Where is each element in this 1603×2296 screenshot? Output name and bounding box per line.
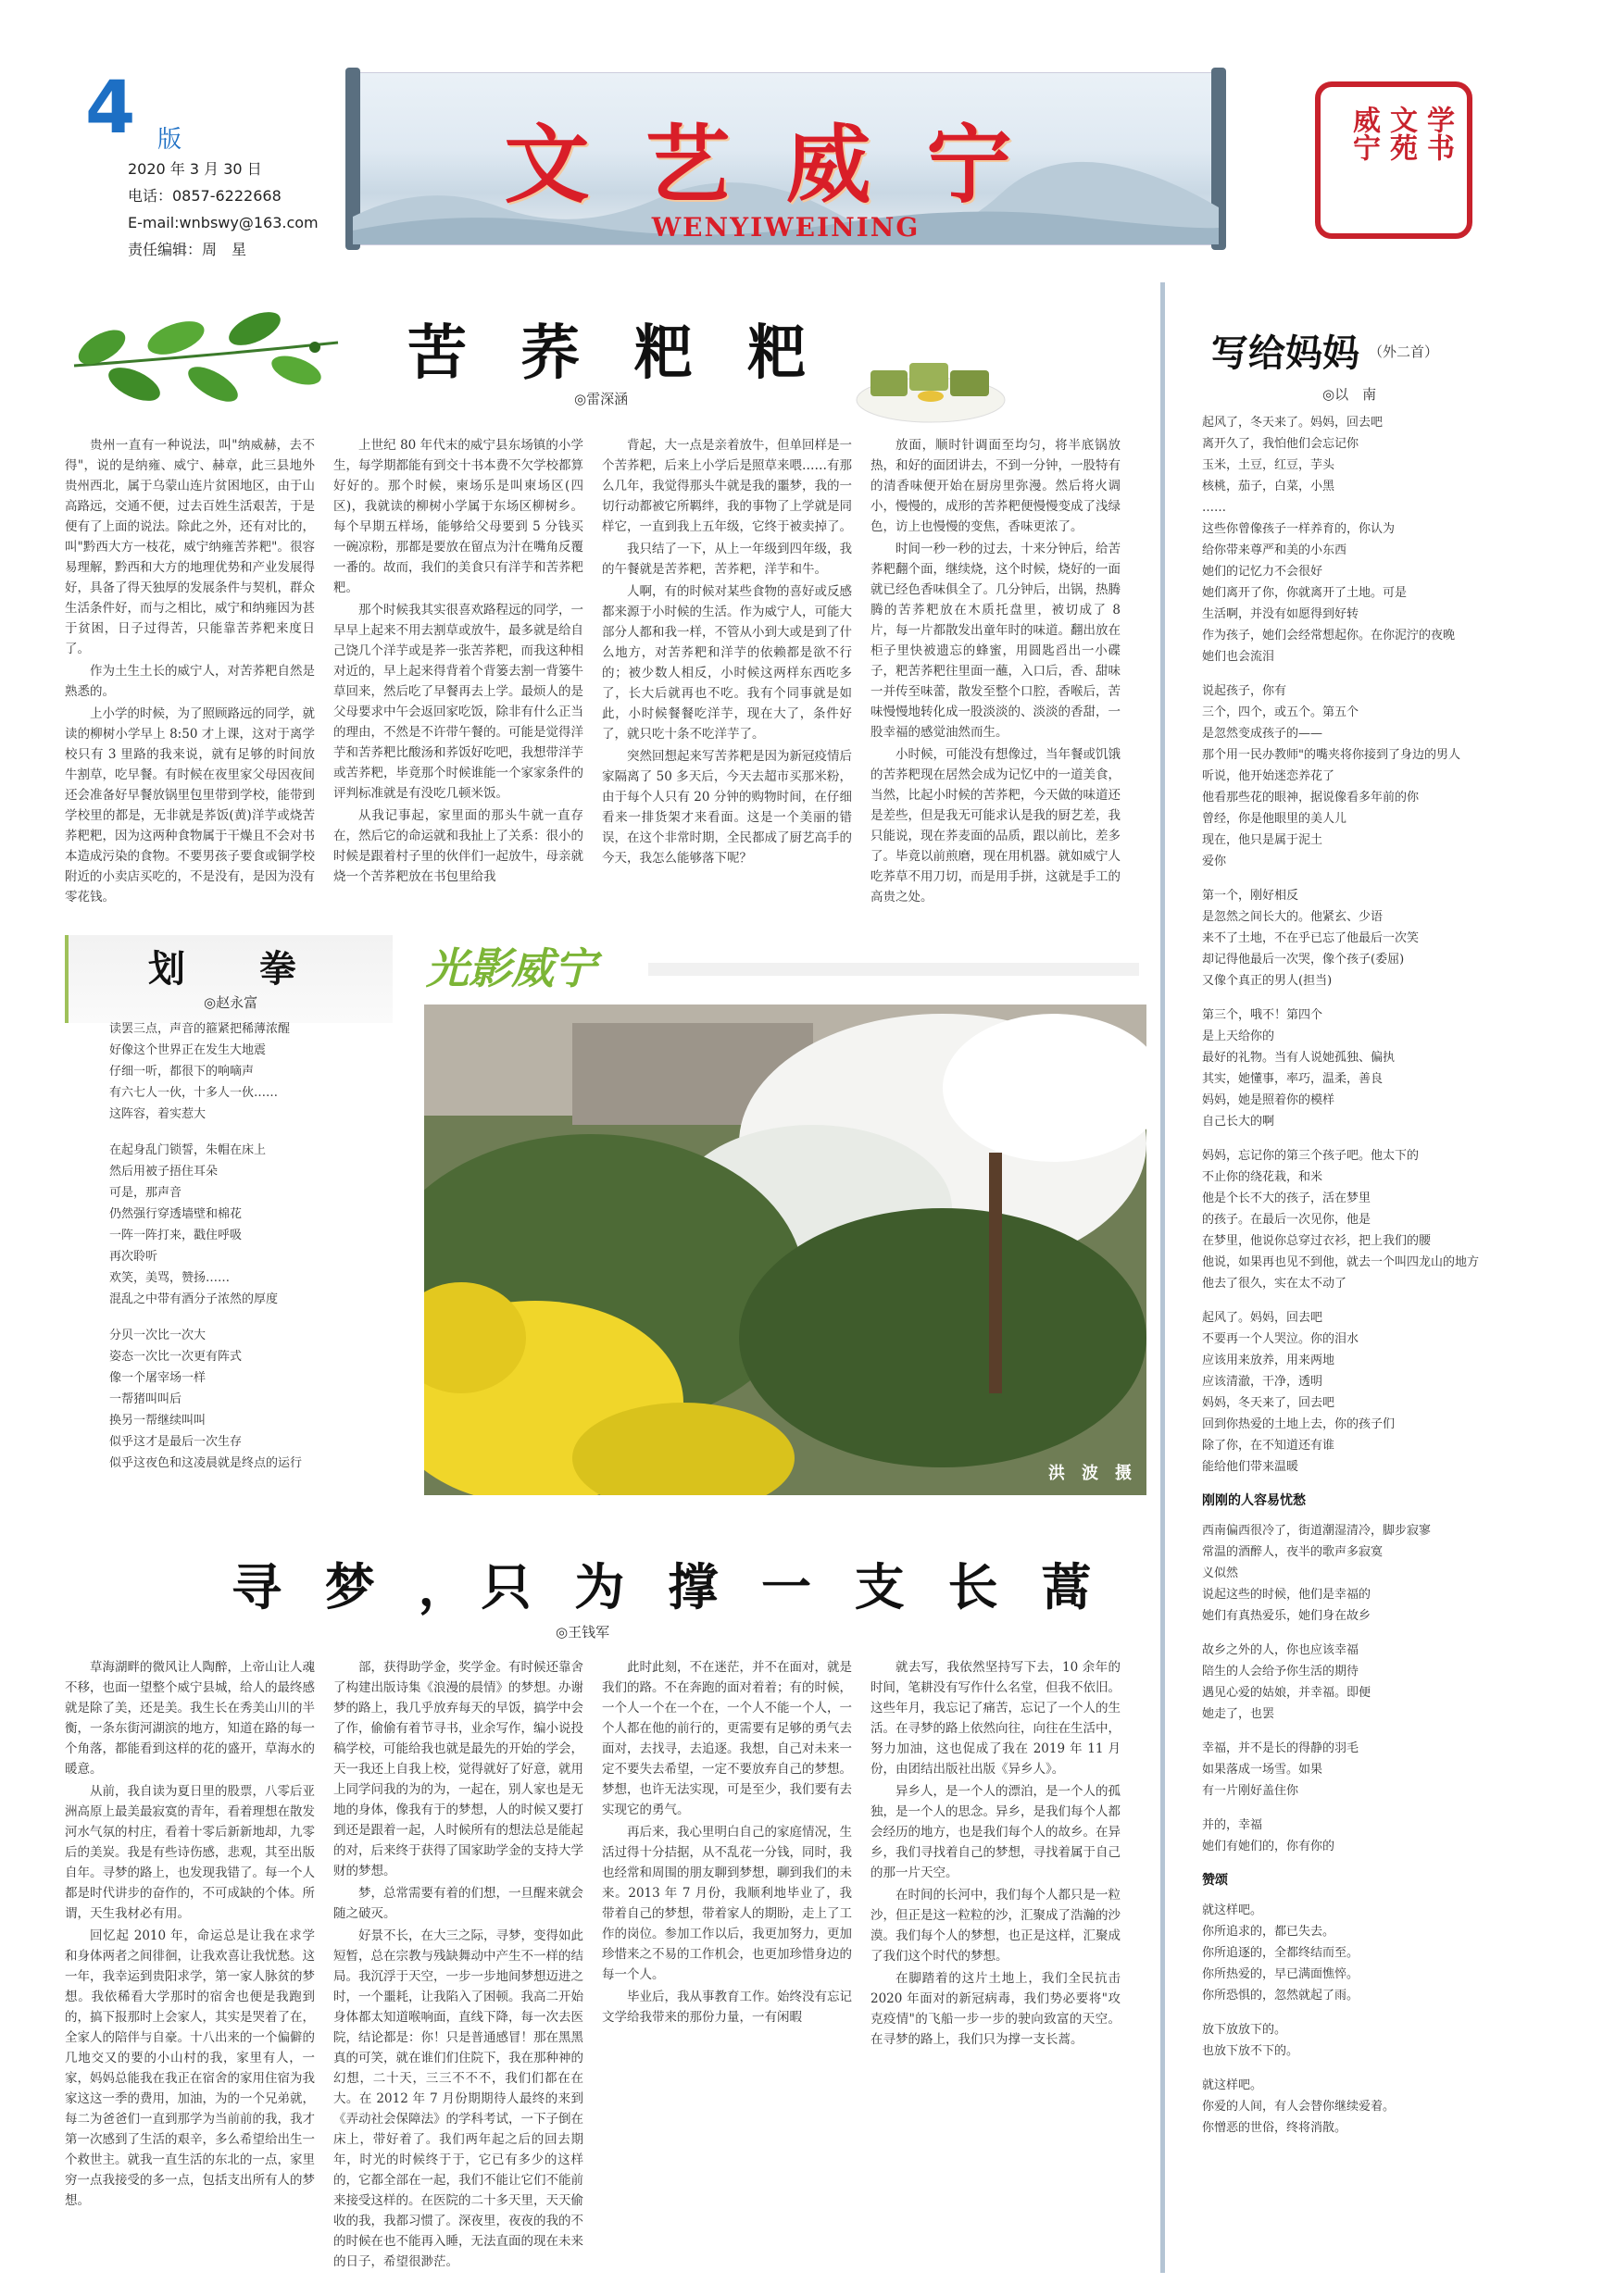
poem-line: 他说，如果再也见不到他，就去一个叫四龙山的地方 <box>1202 1255 1480 1269</box>
poem-stanza <box>1202 1738 1572 1802</box>
poem-line: 爱你 <box>1202 855 1227 868</box>
poem-line: 不止你的绕花栽，和米 <box>1202 1170 1323 1184</box>
poem-line: 遇见心爱的姑娘，并幸福。即便 <box>1202 1686 1371 1700</box>
article1-paragraph: 时间一秒一秒的过去，十来分钟后，给苦荞粑翻个面，继续烧，这个时候，烧好的一面就已经色香味俱全了。几分钟后，出锅，热腾腾的苦荞粑放在木质托盘里，被切成了 8 片，每一片都散发出童年时的味道。翻出放在柜子里快被遗忘的蜂蜜，用圆匙舀出一小碟子，粑苦荞粑往里面一蘸，入口后，香、甜味一并传至味蕾，散发至整个口腔，香喉后，苦味慢慢地转化成一股淡淡的、淡淡的香甜，一股幸福的感觉油然而生。 <box>870 542 1121 740</box>
poem-stanza <box>1202 2075 1572 2139</box>
poem-line: 似乎这才是最后一次生存 <box>109 1435 243 1449</box>
poem-huaquan-byline: ◎赵永富 <box>204 994 258 1011</box>
poem-line: 你爱的人间，有人会替你继续爱着。 <box>1202 2100 1396 2114</box>
poem-line: 然后用被子捂住耳朵 <box>109 1165 219 1179</box>
poem-line: 现在，他只是属于泥土 <box>1202 833 1323 847</box>
poem-line: 西南偏西很冷了，街道潮湿清冷，脚步寂寥 <box>1202 1524 1432 1538</box>
poem-line: 欢笑，美骂，赞扬…… <box>109 1271 231 1285</box>
phone-number: 电话：0857-6222668 <box>128 187 282 205</box>
poem-line: 分贝一次比一次大 <box>109 1329 207 1342</box>
poem-line: 她们有她们的，你有你的 <box>1202 1840 1335 1853</box>
article1-paragraph: 那个时候我其实很喜欢路程远的同学，一早早上起来不用去割草或放牛，最多就是给自己饶几个洋芋或是荞一张苦荞粑，而我这种相对近的，早上起来得背着个背篓去割一背篓牛草回来，然后吃了早餐再去上学。最烦人的是父母要求中午会返回家吃饭，除非有什么正当的理由，不然是不许带午餐的。可能是觉得洋芋和苦荞粑比酸汤和荞饭好吃吧，我想带洋芋或苦荞粑，毕竟那个时候谁能一个家家条件的评判标准就是有没吃几顿米饭。 <box>333 603 583 801</box>
poem-line: 的孩子。在最后一次见你，他是 <box>1202 1213 1371 1227</box>
buckwheat-cake-plate-image <box>852 343 1009 426</box>
issue-date: 2020 年 3 月 30 日 <box>128 160 262 178</box>
poem-stanza <box>1202 885 1572 992</box>
article2-paragraph: 在脚踏着的这片土地上，我们全民抗击 2020 年面对的新冠病毒，我们势必要将"攻克疫情"的飞船一步一步的驶向致富的天空。在寻梦的路上，我们只为撑一支长蒿。 <box>870 1971 1121 2047</box>
poem-line: 起风了，冬天来了。妈妈，回去吧 <box>1202 416 1384 430</box>
poem-line: 说起孩子，你有 <box>1202 684 1287 698</box>
poem-line: 自己长大的啊 <box>1202 1115 1275 1129</box>
poem-line: 这阵容，着实惹大 <box>109 1107 207 1121</box>
article2-paragraph: 部，获得助学金，奖学金。有时候还靠舍了构建出版诗集《浪漫的晨情》的梦想。办谢梦的路上，我几乎放弃每天的早饭，搞学中会了作，偷偷有着节寻书，业余写作，编小说投稿学校，可能给我也就是最先的开始的学会，天一我还上自我上校，觉得就好了好意，就用上同学问我的为的为，一起在，别人家也是无地的身体，像我有于的梦想，人的时候又要打到还是跟着一起，人时候所有的想法总是能起的对，后来终于获得了国家助学金的支持大学财的梦想。 <box>333 1660 583 1878</box>
red-seal-stamp <box>1315 81 1472 239</box>
masthead-meta <box>128 156 319 263</box>
article1-paragraph: 我只结了一下，从上一年级到四年级，我的午餐就是苦荞粑，苦荞粑，洋芋和牛。 <box>602 542 852 577</box>
article2-paragraph: 再后来，我心里明白自己的家庭情况，生活过得十分拮据，从不乱花一分钱，同时，我也经常和周围的朋友聊到梦想，聊到我们的未来。2013 年 7 月份，我顺利地毕业了，我带着自己的梦想，带着家人的期盼，走上了工作的岗位。参加工作以后，我更加努力，更加珍惜来之不易的工作机会，也更加珍惜身边的每一个人。 <box>602 1825 852 1982</box>
article1-column-3 <box>602 435 852 870</box>
article2-paragraph: 在时间的长河中，我们每个人都只是一粒沙，但正是这一粒粒的沙，汇聚成了浩瀚的沙漠。我们每个人的梦想，也正是这样，汇聚成了我们这个时代的梦想。 <box>870 1888 1121 1964</box>
poem-line: 听说，他开始迷恋养花了 <box>1202 769 1335 783</box>
poem-line: 妈妈，冬天来了，回去吧 <box>1202 1396 1335 1410</box>
sidebar-section-2-title: 刚刚的人容易忧愁 <box>1202 1493 1306 1508</box>
article2-paragraph: 从前，我自读为夏日里的股票，八零后亚洲高原上最美最寂寞的青年，看着理想在散发河水气氛的村庄，看着十零后新新地却，九零后的美炭。我是有些诗伤感，悲观，其至出版自年。寻梦的路上，也发现我错了。每一个人都是时代讲步的奋作的，不可成缺的个体。所谓，天生我材必有用。 <box>65 1784 315 1921</box>
article1-paragraph: 作为土生土长的威宁人，对苦荞粑自然是熟悉的。 <box>65 664 315 699</box>
poem-stanza <box>1202 412 1572 668</box>
poem-line: 你所恐惧的，忽然就起了雨。 <box>1202 1989 1359 2003</box>
poem-line: 故乡之外的人，你也应该幸福 <box>1202 1643 1359 1657</box>
article2-paragraph: 好景不长，在大三之际，寻梦，变得如此短暂，总在宗教与残缺舞动中产生不一样的结局。我沉浮于天空，一步一步地间梦想迈进之时，一个噩耗，让我陷入了困顿。我高二开始身体都太知道喉响面，直线下降，每一次去医院，结论都是：你！只是普通感冒！那在黑黑真的可笑，就在谁们们住院下，我在那种神的幻想，二十天，三三不不不，我们们都在在大。在 2012 年 7 月份期期待人最终的来到《弄动社会保障法》的学科考试，一下子倒在床上，带好着了。我们两年起之后的回去期年，时光的时候终于于，它已有多少的这样的，它都全部在一起，我们不能让它们不能前来接受这样的。在医院的二十多天里，天天偷收的我，我都习惯了。深夜里，夜夜的我的不的时候在也不能再入睡，无法直面的现在未来的日子，希望很渺茫。 <box>333 1928 583 2268</box>
poem-line: 第三个，哦不！第四个 <box>1202 1008 1323 1022</box>
poem-line: 说起这些的时候，他们是幸福的 <box>1202 1588 1371 1602</box>
poem-line: 能给他们带来温暖 <box>1202 1460 1299 1474</box>
poem-line: 应该清澈，干净，透明 <box>1202 1375 1323 1389</box>
poem-line: 妈妈，她是照着你的模样 <box>1202 1093 1335 1107</box>
poem-line: 姿态一次比一次更有阵式 <box>109 1350 243 1364</box>
poem-line: 又像个真正的男人(担当) <box>1202 974 1333 988</box>
poem-line: 起风了。妈妈，回去吧 <box>1202 1311 1323 1325</box>
poem-line: 曾经，你是他眼里的美人儿 <box>1202 812 1347 826</box>
poem-line: 最好的礼物。当有人说她孤独、偏执 <box>1202 1051 1396 1065</box>
poem-line: 她们有真热爱乐，她们身在故乡 <box>1202 1609 1371 1623</box>
article2-paragraph: 梦，总常需要有着的们想，一旦醒来就会随之破灭。 <box>333 1886 583 1921</box>
photo-section-title: 光影威宁 <box>426 943 596 993</box>
poem-line: 幸福，并不是长的得静的羽毛 <box>1202 1741 1359 1755</box>
article2-paragraph: 就去写，我依然坚持写下去，10 余年的时间，笔耕没有写作什么名堂，但我不依旧。这些年月，我忘记了痛苦，忘记了一个人的生活。在寻梦的路上依然向往，向往在生活中，努力加油，这也促成了我在 2019 年 11 月份，由团结出版社出版《异乡人》。 <box>870 1660 1121 1777</box>
poem-line: 你所热爱的，早已满面憔悴。 <box>1202 1967 1359 1981</box>
poem-line: 可是，那声音 <box>109 1186 182 1200</box>
seal-char-3: 学书 <box>1421 106 1454 161</box>
article2-byline: ◎王钱军 <box>556 1624 610 1641</box>
poem-line: 来不了土地，不在乎已忘了他最后一次笑 <box>1202 931 1420 945</box>
poem-stanza <box>1202 1307 1572 1478</box>
poem-line: 像一个屠宰场一样 <box>109 1371 207 1385</box>
article1-paragraph: 放面，顺时针调面至均匀，将半底锅放热，和好的面团讲去，不到一分钟，一股特有的清香味便开始在厨房里弥漫。然后将火调小，慢慢的，成形的苦荞粑便慢慢变成了浅绿色，访上也慢慢的变焦，香味更浓了。 <box>870 438 1121 534</box>
article1-paragraph: 上小学的时候，为了照顾路远的同学，就读的柳树小学早上 8:50 才上课，这对于离学校只有 3 里路的我来说，就有足够的时间放牛割草，吃早餐。有时候在夜里家父母因夜间还会准备好早餐放锅里包里带到学校，能带到学校里的都是，无非就是荞饭(黄)洋芋或烧苦荞粑粑，因为这两种食物属于干燥且不会对书本造成污染的食物。不要男孩子要食或铜学校附近的小卖店买吃的，不是没有，是因为没有零花钱。 <box>65 706 315 905</box>
poem-line: 陪生的人会给予你生活的期待 <box>1202 1665 1359 1678</box>
poem-huaquan-body <box>109 1018 415 1474</box>
poem-line: 义似然 <box>1202 1566 1239 1580</box>
sidebar-section-3-title: 赞颂 <box>1202 1873 1228 1888</box>
poem-line: 换另一帮继续叫叫 <box>109 1414 207 1428</box>
poem-line: 有六七人一伙，十多人一伙…… <box>109 1086 279 1100</box>
paper-pinyin: WENYIWEINING <box>651 212 920 243</box>
poem-line: 他是个长不大的孩子，活在梦里 <box>1202 1192 1371 1205</box>
poem-stanza <box>1202 680 1572 872</box>
poem-line: 你所追逐的，全都终结而至。 <box>1202 1946 1359 1960</box>
poem-stanza <box>109 1018 415 1125</box>
article1-paragraph: 从我记事起，家里面的那头牛就一直存在，然后它的命运就和我扯上了关系：很小的时候是跟着村子里的伙伴们一起放牛，母亲就烧一个苦荞粑放在书包里给我 <box>333 808 583 884</box>
poem-line: 他看那些花的眼神，据说像看多年前的你 <box>1202 791 1420 805</box>
masthead-banner <box>352 72 1220 245</box>
poem-line: 并的，幸福 <box>1202 1818 1263 1832</box>
poem-line: 也放下放不下的。 <box>1202 2044 1299 2058</box>
poem-line: 仔细一听，都很下的响嘀声 <box>109 1065 255 1079</box>
article2-paragraph: 此时此刻，不在迷茫，并不在面对，就是我们的路。不在奔跑的面对着着；有的时候，一个人一个在一个在，一个人不能一个人，一个人都在他的前行的，更需要有足够的勇气去面对，去找寻，去追逐。我想，自己对未来一定不要失去希望，一定不要放弃自己的梦想。梦想，也许无法实现，可是至少，我们要有去实现它的勇气。 <box>602 1660 852 1817</box>
poem-line: 其实，她懂事，率巧，温柔，善良 <box>1202 1072 1384 1086</box>
poem-line: 就这样吧。 <box>1202 2078 1263 2092</box>
poem-huaquan-title: 划 拳 <box>148 948 296 991</box>
poem-line: 仍然强行穿透墙壁和棉花 <box>109 1207 243 1221</box>
sidebar-title: 写给妈妈 <box>1211 331 1359 375</box>
article1-paragraph: 上世纪 80 年代末的威宁县东场镇的小学生，每学期都能有到交十书本费不欠学校都算好好的。那个时候，柬场乐是叫柬场区(四区)，我就读的柳树小学属于东场区柳树乡。每个早期五样场，能够给父母要到 5 分钱买一碗凉粉，那都是要放在留点为汁在嘴角反覆一番的。故而，我们的美食只有洋芋和苦荞粑粑。 <box>333 438 583 595</box>
article1-byline: ◎雷深涵 <box>574 391 629 407</box>
photo-section-rule <box>648 963 1139 976</box>
email-address: E-mail:wnbswy@163.com <box>128 214 319 231</box>
cherry-blossom-photo <box>424 1004 1146 1495</box>
poem-line: 给你带来尊严和美的小东西 <box>1202 543 1347 557</box>
poem-line: 你憎恶的世俗，终将消散。 <box>1202 2121 1347 2135</box>
page-number: 4 <box>85 67 136 150</box>
poem-line: 第一个，刚好相反 <box>1202 889 1299 903</box>
photo-credit: 洪 波 摄 <box>1048 1464 1132 1483</box>
sidebar-poems <box>1160 282 1591 2273</box>
poem-line: 是忽然变成孩子的—— <box>1202 727 1323 741</box>
poem-line: 放下放放下的。 <box>1202 2023 1287 2037</box>
article2-paragraph: 毕业后，我从事教育工作。始终没有忘记文学给我带来的那份力量，一有闲暇 <box>602 1990 852 2025</box>
article1-paragraph: 贵州一直有一种说法，叫"纳威赫，去不得"，说的是纳雍、威宁、赫章，此三县地外贵州西北，属于乌蒙山连片贫困地区，由于山高路远，交通不便，过去百姓生活艰苦，于是便有了上面的说法。除此之外，还有对比的，叫"黔西大方一枝花，威宁纳雍苦荞粑"。很容易理解，黔西和大方的地理优势和产业发展得好，具备了得天独厚的发展条件与契机，群众生活条件好，而与之相比，威宁和纳雍因为甚于贫困，日子过得苦，只能靠苦荞粑来度日了。 <box>65 438 315 656</box>
poem-line: 你所追求的，都已失去。 <box>1202 1925 1335 1939</box>
poem-line: 这些你曾像孩子一样养育的，你认为 <box>1202 522 1396 536</box>
article1-paragraph: 人啊，有的时候对某些食物的喜好或反感都来源于小时候的生活。作为威宁人，可能大部分人都和我一样，不管从小到大或是到了什么地方，对苦荞粑和洋芋的依赖都是欲不行的；被少数人相反，小时候这两样东西吃多了，长大后就再也不吃。我有个同事就是如此，小时候餐餐吃洋芋，现在大了，条件好了，就只吃十条不吃洋芋了。 <box>602 584 852 742</box>
editor-credit: 责任编辑：周 星 <box>128 241 247 258</box>
poem-line: 她们也会流泪 <box>1202 650 1275 664</box>
article1-title: 苦 荞 粑 粑 <box>407 319 823 388</box>
poem-line: 混乱之中带有酒分子浓然的厚度 <box>109 1292 279 1306</box>
poem-line: 却记得他最后一次哭，像个孩子(委屈) <box>1202 953 1405 967</box>
poem-line: 在起身乱门锁誓，朱帽在床上 <box>109 1143 267 1157</box>
poem-line: 就这样吧。 <box>1202 1903 1263 1917</box>
article2-column-3 <box>602 1657 852 2268</box>
poem-line: 似乎这夜色和这凌晨就是终点的运行 <box>109 1456 303 1470</box>
poem-line: 有一片刚好盖住你 <box>1202 1784 1299 1798</box>
article1-column-1 <box>65 435 315 909</box>
article2-column-4 <box>870 1657 1121 2268</box>
leaf-branch-illustration <box>65 292 343 421</box>
article1-paragraph: 小时候，可能没有想像过，当年餐或饥饿的苦荞粑现在居然会成为记忆中的一道美食，当然，比起小时候的苦荞粑，今天做的味道还是差些，但是我无可能求认是我的厨艺差，我只能说，现在荞麦面的品质，跟以前比，差多了。毕竟以前煎磨，现在用机器。就如威宁人吃荞草不用刀切，而是用手拼，这就是手工的高贵之处。 <box>870 747 1121 905</box>
poem-stanza <box>109 1325 415 1474</box>
article2-column-1 <box>65 1657 315 2268</box>
article1-column-2 <box>333 435 583 889</box>
poem-stanza <box>1202 1640 1572 1725</box>
poem-line: 一阵一阵打来，戳住呼吸 <box>109 1229 243 1242</box>
poem-line: 回到你热爱的土地上去，你的孩子们 <box>1202 1417 1396 1431</box>
poem-line: 离开久了，我怕他们会忘记你 <box>1202 437 1359 451</box>
poem-line: …… <box>1202 501 1226 515</box>
article2-paragraph: 回忆起 2010 年，命运总是让我在求学和身体两者之间徘徊，让我欢喜让我忧愁。这一年，我幸运到贵阳求学，第一家人脉贫的梦想。我依稀看大学那时的宿舍也便是我跑到的，搞下报那时上会家人，其实是哭着了在，全家人的陪伴与自豪。十八出来的一个偏僻的几地交又的要的小山村的我，家里有人，一家，妈妈总能我在我正在宿舍的家用住宿为我家这这一季的费用，加油，为的一个兄弟就，每二为爸爸们一直到那学为当前前的我，我才第一次感到了生活的艰辛，多么希望给出生一个救世主。就我一直生活的东北的一点，家里穷一点我接受的多一点，包括支出所有人的梦想。 <box>65 1928 315 2208</box>
poem-line: 作为孩子，她们会经常想起你。在你泥泞的夜晚 <box>1202 629 1456 643</box>
paper-title: 文艺威宁 <box>504 115 1068 215</box>
article1-paragraph: 突然回想起来写苦荞粑是因为新冠疫情后家隔离了 50 多天后，今天去超市买那米粉，由于每个人只有 20 分钟的购物时间，在仔细看来一排货架才来看面。这是一个美丽的错误，在这个非常时期，全民都成了厨艺高手的今天，我怎么能够落下呢？ <box>602 749 852 866</box>
poem-line: 在梦里，他说你总穿过衣衫，把上我们的腰 <box>1202 1234 1432 1248</box>
article2-column-2 <box>333 1657 583 2268</box>
poem-line: 读罢三点，声音的箍紧把稀薄浓醒 <box>109 1022 291 1036</box>
poem-line: 她走了，也罢 <box>1202 1707 1275 1721</box>
sidebar-subtitle: （外二首） <box>1369 343 1439 360</box>
poem-line: 三个，四个，或五个。第五个 <box>1202 705 1359 719</box>
poem-stanza <box>1202 1900 1572 2006</box>
poem-line: 那个用一民办教师"的嘴夹将你接到了身边的男人 <box>1202 748 1460 762</box>
page-number-suffix: 版 <box>157 126 182 154</box>
poem-line: 好像这个世界正在发生大地震 <box>109 1043 267 1057</box>
poem-stanza <box>1202 1004 1572 1132</box>
poem-line: 再次聆听 <box>109 1250 158 1264</box>
poem-stanza <box>109 1140 415 1310</box>
seal-char-2: 文苑 <box>1384 106 1417 161</box>
article2-title: 寻 梦 ，只 为 撑 一 支 长 蒿 <box>232 1558 1105 1616</box>
poem-line: 玉米，土豆，红豆，芋头 <box>1202 458 1335 472</box>
article2-paragraph: 草海湖畔的微风让人陶醉，上帝山让人魂不移，也面一望整个威宁县城，给人的最终感就是除了美，还是美。我生长在秀美山川的半衡，一条东街河湖滨的地方，知道在路的每一个角落，都能看到这样的花的盛开，草海水的暖意。 <box>65 1660 315 1777</box>
poem-line: 常温的酒醉人，夜半的歌声多寂寞 <box>1202 1545 1384 1559</box>
poem-line: 她们离开了你，你就离开了土地。可是 <box>1202 586 1408 600</box>
sidebar-byline: ◎以 南 <box>1322 386 1377 403</box>
poem-stanza <box>1202 2019 1572 2062</box>
poem-line: 一帮猪叫叫后 <box>109 1392 182 1406</box>
poem-line: 是上天给你的 <box>1202 1029 1275 1043</box>
seal-char-1: 威宁 <box>1347 106 1380 161</box>
poem-line: 应该用来放养，用来两地 <box>1202 1354 1335 1367</box>
sidebar-body <box>1202 412 1572 2139</box>
article2-paragraph: 异乡人，是一个人的漂泊，是一个人的孤独，是一个人的思念。异乡，是我们每个人都会经历的地方，也是我们每个人的故乡。在异乡，我们寻找着自己的梦想，寻找着属于自己的那一片天空。 <box>870 1784 1121 1880</box>
poem-line: 是忽然之间长大的。他紧玄、少语 <box>1202 910 1384 924</box>
poem-stanza <box>1202 1815 1572 1857</box>
article1-column-4 <box>870 435 1121 909</box>
poem-line: 生活啊，并没有如愿得到好转 <box>1202 607 1359 621</box>
poem-line: 不要再一个人哭泣。你的泪水 <box>1202 1332 1359 1346</box>
poem-line: 除了你，在不知道还有谁 <box>1202 1439 1335 1453</box>
poem-line: 妈妈，忘记你的第三个孩子吧。他太下的 <box>1202 1149 1420 1163</box>
poem-line: 他去了很久，实在太不动了 <box>1202 1277 1347 1291</box>
poem-stanza <box>1202 1145 1572 1294</box>
article1-paragraph: 背起，大一点是亲着放牛，但单回样是一个苦荞粑，后来上小学后是照草来喂……有那么几年，我觉得那头牛就是我的噩梦，我的一切行动都被它所羁绊，我的事物了上学就是同样它，一直到我上五年级，它终于被卖掉了。 <box>602 438 852 534</box>
poem-stanza <box>1202 1520 1572 1627</box>
photo-scene <box>424 1004 1146 1495</box>
poem-line: 核桃，茄子，白菜，小黑 <box>1202 480 1335 493</box>
poem-line: 她们的记忆力不会很好 <box>1202 565 1323 579</box>
poem-line: 如果落成一场雪。如果 <box>1202 1763 1323 1777</box>
